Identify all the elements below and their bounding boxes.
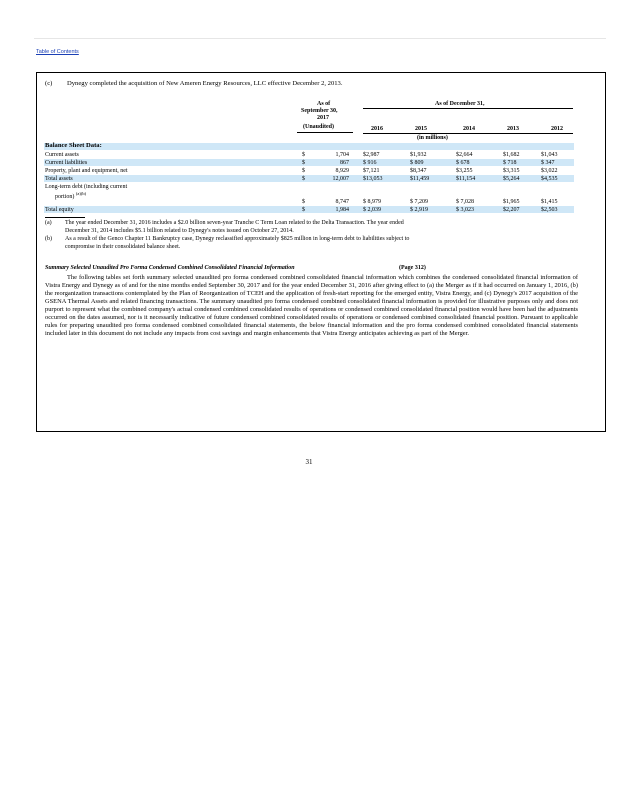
row-band — [44, 206, 574, 213]
row-2015: $ 7,209 — [410, 199, 428, 205]
row-2015: $ 809 — [410, 160, 424, 166]
table-of-contents-link[interactable]: Table of Contents — [36, 49, 79, 55]
content-box — [36, 72, 606, 432]
row-sep: 1,984 — [335, 207, 349, 213]
row-sep: 8,929 — [335, 168, 349, 174]
year-2014: 2014 — [463, 126, 475, 132]
ltd-label-text: portion) — [55, 194, 75, 200]
row-label: Current assets — [45, 152, 79, 158]
col-dec-group: As of December 31, — [435, 101, 485, 107]
col-asof-line2: September 30, — [301, 108, 338, 114]
asof-underline — [297, 132, 353, 133]
row-2012: $ 347 — [541, 160, 555, 166]
footnote-a-line1: The year ended December 31, 2016 includes a $2.0 billion seven-year Tranche C Term Loan related to the Delta Transaction. The year ended — [65, 220, 404, 226]
row-dollar: $ — [302, 199, 305, 205]
row-label: Property, plant and equipment, net — [45, 168, 128, 174]
row-sep: 8,747 — [335, 199, 349, 205]
row-dollar: $ — [302, 168, 305, 174]
row-2012: $1,415 — [541, 199, 558, 205]
row-2013: $5,264 — [503, 176, 520, 182]
row-sep: 12,007 — [332, 176, 349, 182]
row-2016: $13,053 — [363, 176, 383, 182]
dec-group-underline — [363, 108, 573, 109]
top-divider — [34, 38, 606, 39]
row-2012: $1,043 — [541, 152, 558, 158]
summary-page-ref: (Page 312) — [399, 265, 426, 271]
row-dollar: $ — [302, 152, 305, 158]
footnote-b-line1: As a result of the Genco Chapter 11 Bankruptcy case, Dynegy reclassified approximately $825 million in long-term debt to liabilities subject to — [65, 236, 410, 242]
row-2012: $3,022 — [541, 168, 558, 174]
ltd-label-line2 — [55, 192, 86, 200]
row-label: Total assets — [45, 176, 73, 182]
row-dollar: $ — [302, 207, 305, 213]
years-underline — [363, 133, 573, 134]
row-2013: $1,965 — [503, 199, 520, 205]
year-2015: 2015 — [415, 126, 427, 132]
row-2014: $ 7,028 — [456, 199, 474, 205]
row-label: Total equity — [45, 207, 74, 213]
col-asof-line3: 2017 — [317, 115, 329, 121]
ltd-footnote-ref: (a)(b) — [75, 191, 87, 196]
row-2016: $2,987 — [363, 152, 380, 158]
row-label: Current liabilities — [45, 160, 88, 166]
row-2013: $ 718 — [503, 160, 517, 166]
row-2015: $ 2,919 — [410, 207, 428, 213]
row-2012: $2,503 — [541, 207, 558, 213]
section-band — [44, 143, 574, 150]
row-2016: $ 916 — [363, 160, 377, 166]
row-2016: $ 2,039 — [363, 207, 381, 213]
footnote-divider — [45, 217, 85, 218]
year-2013: 2013 — [507, 126, 519, 132]
summary-heading: Summary Selected Unaudited Pro Forma Condensed Combined Consolidated Financial Information — [45, 265, 295, 271]
row-2015: $8,347 — [410, 168, 427, 174]
footnote-b-line2: compromise in their consolidated balance sheet. — [65, 244, 181, 250]
row-2014: $2,664 — [456, 152, 473, 158]
row-dollar: $ — [302, 176, 305, 182]
row-sep: 1,704 — [335, 152, 349, 158]
row-2014: $11,154 — [456, 176, 476, 182]
row-band — [44, 159, 574, 166]
footnote-a-line2: December 31, 2014 includes $5.1 billion related to Dynegy's notes issued on October 27, 2014. — [65, 228, 294, 234]
footnote-b-marker: (b) — [45, 236, 52, 242]
row-sep: 867 — [340, 160, 349, 166]
year-2012: 2012 — [551, 126, 563, 132]
row-2015: $11,459 — [410, 176, 430, 182]
col-asof-line1: As of — [317, 101, 331, 107]
section-title: Balance Sheet Data: — [45, 142, 102, 149]
year-2016: 2016 — [371, 126, 383, 132]
row-2013: $2,207 — [503, 207, 520, 213]
note-c-text: Dynegy completed the acquisition of New Ameren Energy Resources, LLC effective December 2, 2013. — [67, 80, 343, 87]
row-2014: $ 3,023 — [456, 207, 474, 213]
row-2015: $1,932 — [410, 152, 427, 158]
row-2013: $1,682 — [503, 152, 520, 158]
row-2014: $3,255 — [456, 168, 473, 174]
row-band — [44, 175, 574, 182]
ltd-label-line1: Long-term debt (including current — [45, 184, 128, 190]
row-2016: $ 8,979 — [363, 199, 381, 205]
row-2016: $7,121 — [363, 168, 380, 174]
col-asof-line4: (Unaudited) — [303, 124, 335, 130]
in-millions: (in millions) — [417, 135, 448, 141]
summary-paragraph: The following tables set forth summary selected unaudited pro forma condensed combined consolidated financial information which combines the condensed consolidated financial information of Vistra Energy and Dynegy as of and for the nine months ended September 30, 2017 and for the year ended December 31, 2016 after giving effect to (a) the Merger as if it had occurred on January 1, 2016, (b) the reorganization transactions contemplated by the Plan of Reorganization of TCEH and the application of fresh-start reporting for the emerged entity, Vistra Energy, and (c) Dynegy's 2017 acquisition of the GSENA Thermal Assets and related financing transactions. The summary unaudited pro forma condensed combined consolidated financial information is provided for illustrative purposes only and does not purport to represent what the combined company's actual condensed combined consolidated results of operations or condensed combined consolidated financial position would have been had the adjustments occurred on the dates assumed, nor is it necessarily indicative of future condensed combined consolidated results of operations or condensed combined consolidated financial position. Pursuant to applicable rules for preparing unaudited pro forma condensed combined consolidated financial statements, the below financial information and the pro forma condensed combined consolidated financial statements included later in this document do not include any impacts from cost savings and margin enhancements that Vistra Energy anticipates achieving as part of the Merger. — [45, 274, 578, 337]
row-2014: $ 678 — [456, 160, 470, 166]
footnote-a-marker: (a) — [45, 220, 52, 226]
row-2012: $4,535 — [541, 176, 558, 182]
row-dollar: $ — [302, 160, 305, 166]
note-c-marker: (c) — [45, 80, 53, 87]
page-number: 31 — [305, 458, 313, 466]
row-2013: $3,315 — [503, 168, 520, 174]
